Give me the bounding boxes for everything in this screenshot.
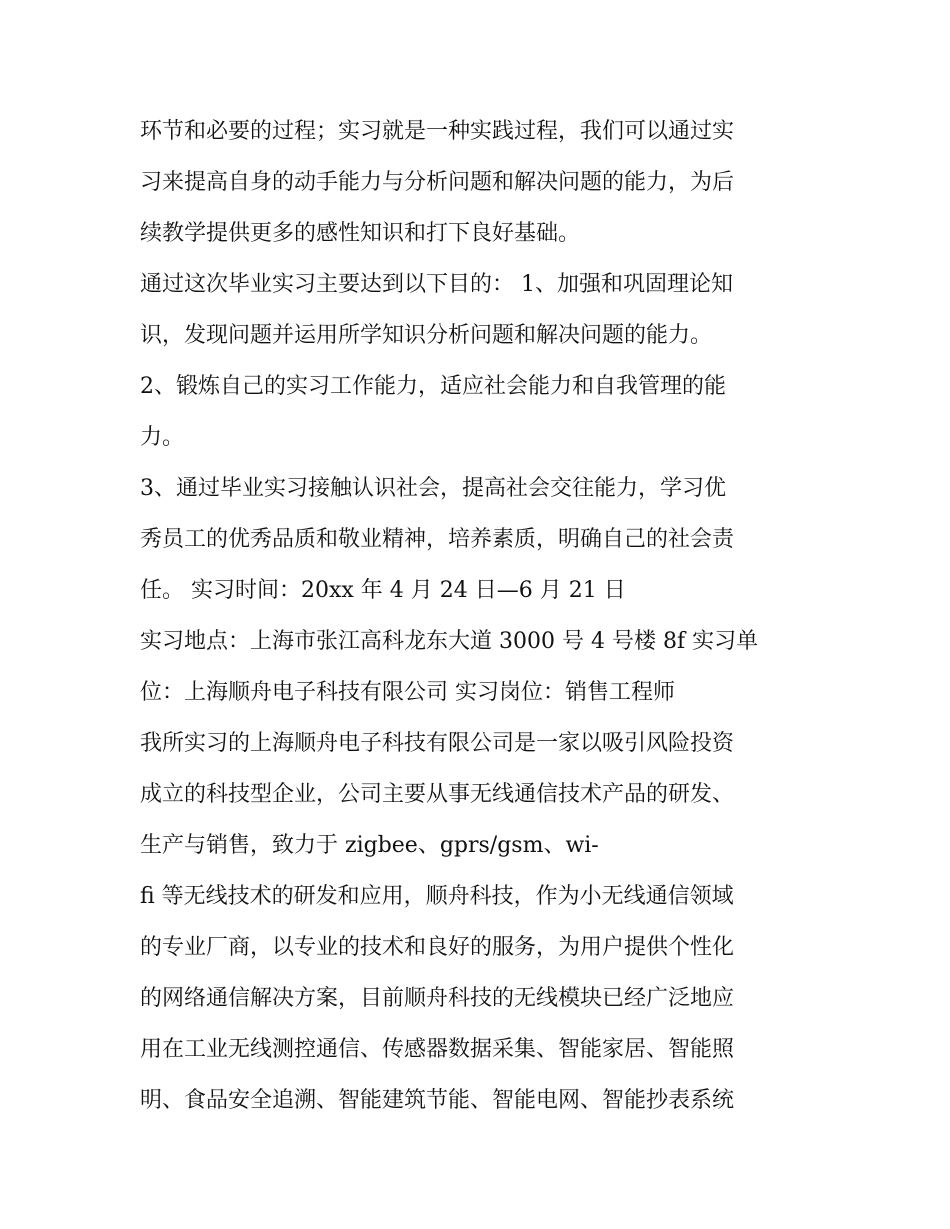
text-line: 通过这次毕业实习主要达到以下目的： 1、加强和巩固理论知	[140, 272, 733, 297]
text-line: 3、通过毕业实习接触认识社会，提高社会交往能力，学习优	[140, 476, 726, 501]
text-line: 的网络通信解决方案，目前顺舟科技的无线模块已经广泛地应	[140, 986, 735, 1011]
text-line: 我所实习的上海顺舟电子科技有限公司是一家以吸引风险投资	[140, 731, 735, 756]
text-line: fi 等无线技术的研发和应用，顺舟科技，作为小无线通信领域	[140, 884, 734, 909]
document-body	[140, 106, 820, 1126]
text-line: 实习地点：上海市张江高科龙东大道 3000 号 4 号楼 8f 实习单	[140, 629, 759, 654]
text-line: 识，发现问题并运用所学知识分析问题和解决问题的能力。	[140, 323, 713, 348]
text-line: 续教学提供更多的感性知识和打下良好基础。	[140, 221, 581, 246]
text-line: 的专业厂商，以专业的技术和良好的服务，为用户提供个性化	[140, 935, 735, 960]
text-line: 生产与销售，致力于 zigbee、gprs/gsm、wi-	[140, 833, 599, 858]
text-line: 力。	[140, 425, 185, 450]
text-line: 明、食品安全追溯、智能建筑节能、智能电网、智能抄表系统	[140, 1088, 735, 1113]
text-line: 位：上海顺舟电子科技有限公司 实习岗位：销售工程师	[140, 680, 675, 705]
text-line: 2、锻炼自己的实习工作能力，适应社会能力和自我管理的能	[140, 374, 726, 399]
text-line: 任。 实习时间：20xx 年 4 月 24 日—6 月 21 日	[140, 578, 626, 603]
text-line: 环节和必要的过程；实习就是一种实践过程，我们可以通过实	[140, 119, 735, 144]
text-line: 秀员工的优秀品质和敬业精神，培养素质，明确自己的社会责	[140, 527, 735, 552]
text-line: 用在工业无线测控通信、传感器数据采集、智能家居、智能照	[140, 1037, 735, 1062]
text-line: 习来提高自身的动手能力与分析问题和解决问题的能力，为后	[140, 170, 735, 195]
text-line: 成立的科技型企业，公司主要从事无线通信技术产品的研发、	[140, 782, 735, 807]
